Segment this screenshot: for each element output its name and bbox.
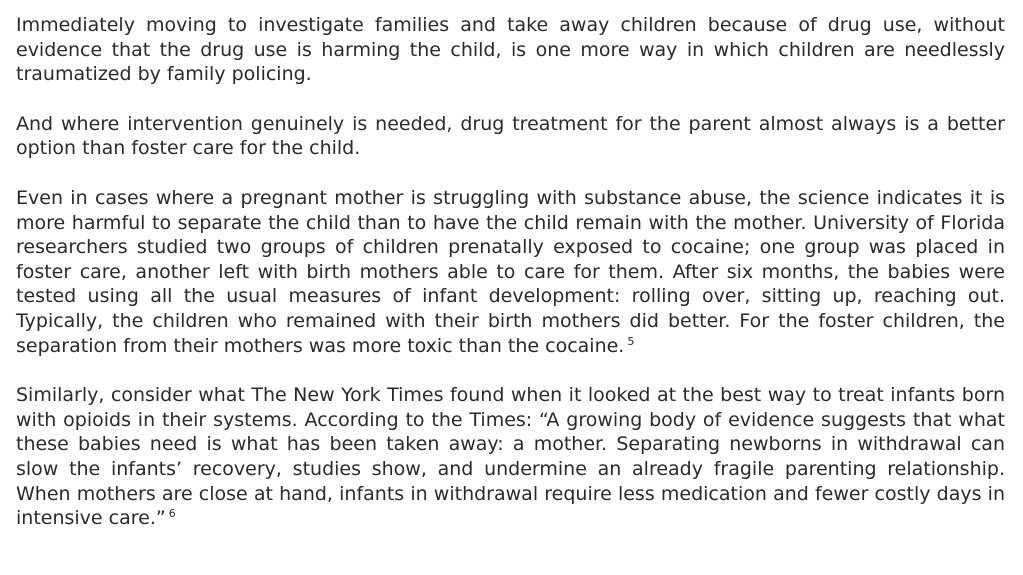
paragraph-text: Immediately moving to investigate families and take away children because of drug use, without evidence that the drug use is harming the child, is one more way in which children are needlessly traumatized by family policing. — [16, 14, 1005, 86]
footnote-marker-6[interactable]: 6 — [168, 507, 176, 521]
paragraph-nyt-opioids — [16, 383, 1005, 531]
footnote-marker-5[interactable]: 5 — [627, 334, 635, 348]
paragraph-text: Even in cases where a pregnant mother is struggling with substance abuse, the science indicates it is more harmful to separate the child than to have the child remain with the mother. University of Florida researchers studied two groups of children prenatally exposed to cocaine; one group was placed in foster care, another left with birth mothers able to care for them. After six months, the babies were tested using all the usual measures of infant development: rolling over, sitting up, reaching out. Typically, the children who remained with their birth mothers did better. For the foster children, the separation from their mothers was more toxic than the cocaine. — [16, 186, 1005, 357]
document-body — [16, 13, 1005, 531]
paragraph-florida-study — [16, 186, 1005, 358]
paragraph-drug-treatment — [16, 112, 1005, 161]
paragraph-drug-use-investigations — [16, 13, 1005, 87]
paragraph-text: Similarly, consider what The New York Times found when it looked at the best way to treat infants born with opioids in their systems. According to the Times: “A growing body of evidence suggests that what these babies need is what has been taken away: a mother. Separating newborns in withdrawal can slow the infants’ recovery, studies show, and undermine an already fragile parenting relationship. When mothers are close at hand, infants in withdrawal require less medication and fewer costly days in intensive care.” — [16, 384, 1005, 530]
paragraph-text: And where intervention genuinely is needed, drug treatment for the parent almost always is a better option than foster care for the child. — [16, 112, 1005, 160]
